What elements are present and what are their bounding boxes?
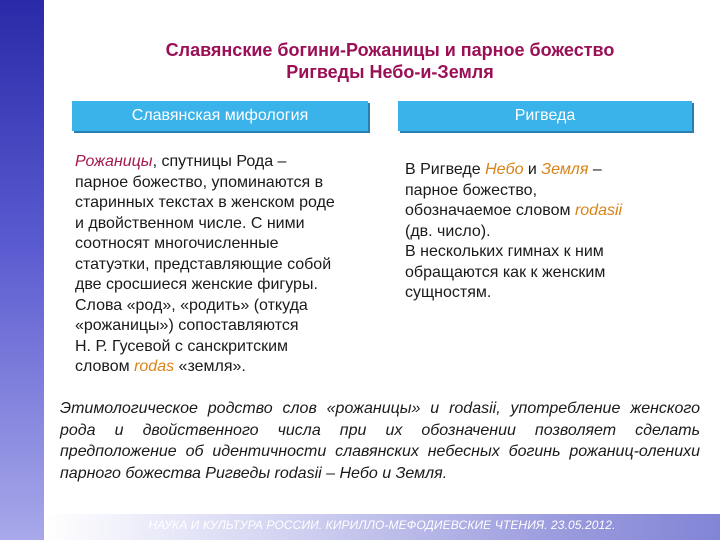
text-line: старинных текстах в женском роде [75, 194, 335, 211]
left-column-text [75, 152, 375, 378]
left-decorative-bar [0, 0, 44, 540]
text-fragment: обозначаемое словом [405, 202, 575, 219]
text-fragment: словом [75, 358, 135, 375]
slide-title [80, 39, 700, 83]
text-fragment: В Ригведе [405, 161, 486, 178]
text-line: парное божество, [405, 181, 538, 199]
text-line: Н. Р. Гусевой с санскритским [75, 337, 288, 355]
left-column-header: Славянская мифология [72, 101, 368, 131]
text-line: соотносят многочисленные [75, 235, 279, 252]
text-fragment: , спутницы Рода – [152, 153, 287, 170]
text-line: Слова «род», «родить» (откуда [75, 296, 308, 314]
text-line [405, 201, 695, 222]
right-column-text [405, 160, 695, 304]
text-fragment: «земля». [174, 358, 246, 375]
text-line: сущностям. [405, 284, 492, 301]
text-line: обращаются как к женским [405, 263, 606, 281]
slide-title-line-1: Славянские богини-Рожаницы и парное божество [165, 40, 615, 60]
text-line [75, 357, 375, 378]
text-line: статуэтки, представляющие собой [75, 255, 332, 273]
text-line: В нескольких гимнах к ним [405, 243, 604, 260]
footer-caption: НАУКА И КУЛЬТУРА РОССИИ. КИРИЛЛО-МЕФОДИЕВСКИЕ ЧТЕНИЯ. 23.05.2012. [148, 518, 616, 532]
text-line: (дв. число). [405, 222, 491, 240]
slide-title-line-2: Ригведы Небо-и-Земля [286, 62, 494, 82]
highlight-term-nebo: Небо [485, 161, 524, 178]
text-line: две сросшиеся женские фигуры. [75, 276, 318, 293]
text-line: «рожаницы») сопоставляются [75, 317, 299, 334]
highlight-term-rozhanitsy: Рожаницы [75, 153, 153, 170]
text-line: парное божество, упоминаются в [75, 173, 324, 191]
text-line: и двойственном числе. С ними [75, 214, 305, 232]
text-line [75, 152, 375, 173]
highlight-term-zemlya: Земля [541, 161, 589, 178]
summary-paragraph: Этимологическое родство слов «рожаницы» и rodasii, употребление женского рода и двойственного числа при их обозначении позволяет сделать предположение об идентичности славянских небесных богинь рожаниц-оленихи парного божества Ригведы rodasii – Небо и Земля. [60, 400, 700, 482]
text-line [405, 160, 695, 181]
highlight-term-rodasii: rodasii [574, 202, 623, 219]
text-fragment: – [588, 161, 602, 178]
text-fragment: и [523, 161, 542, 178]
right-column-header: Ригведа [398, 101, 692, 131]
highlight-term-rodas: rodas [134, 358, 175, 375]
